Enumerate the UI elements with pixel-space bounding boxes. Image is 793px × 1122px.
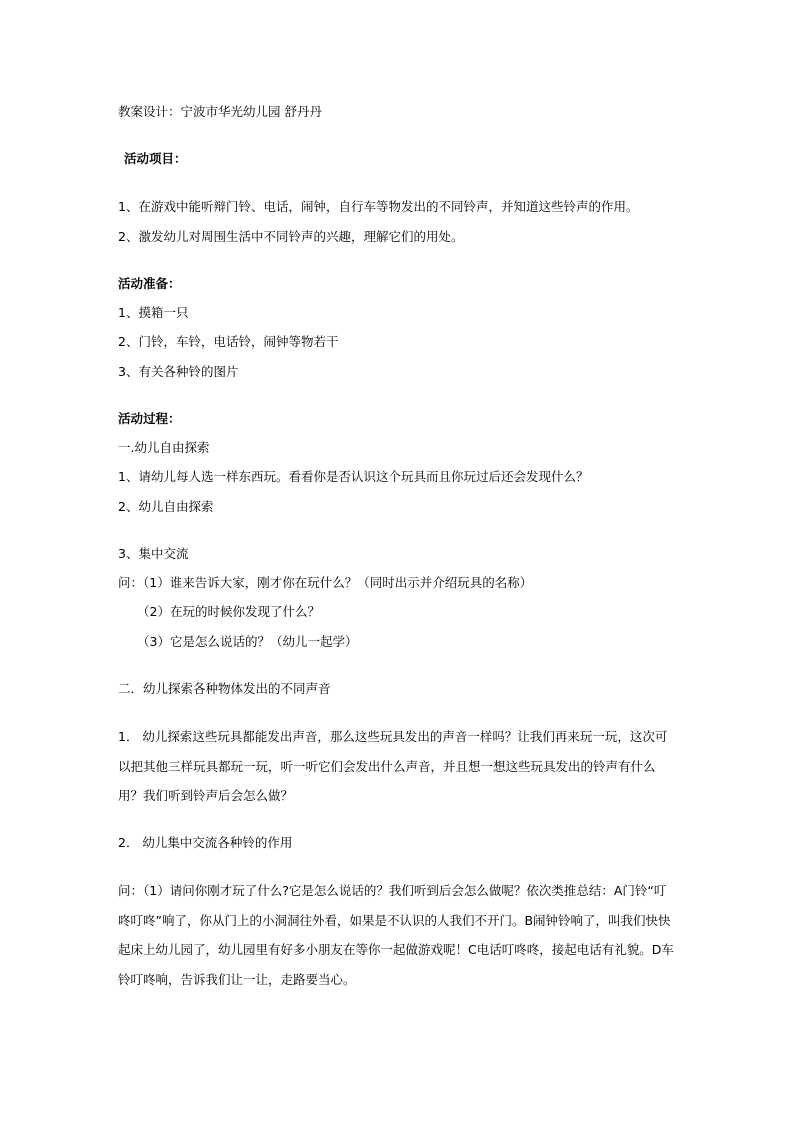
- part1-title: 一.幼儿自由探索: [118, 440, 210, 455]
- objective-item-2: 2、激发幼儿对周围生活中不同铃声的兴趣，理解它们的用处。: [118, 229, 464, 244]
- part2-step1: 1． 幼儿探索这些玩具都能发出声音，那么这些玩具发出的声音一样吗？让我们再来玩一玩，这次可以把其他三样玩具都玩一玩，听一听它们会发出什么声音，并且想一想这些玩具发出的铃声有什么用？我们听到铃声后会怎么做？: [118, 729, 668, 803]
- objective-item-1: 1、在游戏中能听辩门铃、电话，闹钟，自行车等物发出的不同铃声，并知道这些铃声的作用。: [118, 199, 639, 214]
- part1-step2: 2、幼儿自由探索: [118, 499, 214, 514]
- part1-question-2: （2）在玩的时候你发现了什么？: [137, 604, 320, 619]
- objectives-heading: 活动项目：: [124, 151, 187, 166]
- preparation-item-2: 2、门铃，车铃，电话铃，闹钟等物若干: [118, 334, 339, 349]
- part1-step1: 1、请幼儿每人选一样东西玩。看看你是否认识这个玩具而且你玩过后还会发现什么？: [118, 469, 589, 484]
- part2-question-1: 问：（1）请问你刚才玩了什么?它是怎么说话的？我们听到后会怎么做呢？依次类推总结：A门铃“叮咚叮咚”响了，你从门上的小洞洞往外看，如果是不认识的人我们不开门。B闹钟铃响了，叫我们快快起床上幼儿园了，幼儿园里有好多小朋友在等你一起做游戏呢！C电话叮咚咚，接起电话有礼貌。D车铃叮咚响，告诉我们让一让，走路要当心。: [118, 883, 674, 987]
- process-heading: 活动过程：: [118, 411, 181, 426]
- part2-step2: 2． 幼儿集中交流各种铃的作用: [118, 835, 293, 850]
- part2-title: 二．幼儿探索各种物体发出的不同声音: [118, 681, 331, 696]
- part1-question-3: （3）它是怎么说话的？（幼儿一起学）: [137, 634, 358, 649]
- preparation-item-1: 1、摸箱一只: [118, 305, 189, 320]
- preparation-heading: 活动准备：: [118, 276, 181, 291]
- preparation-item-3: 3、有关各种铃的图片: [118, 364, 239, 379]
- part1-step3: 3、集中交流: [118, 546, 189, 561]
- part1-question-1: 问：（1）谁来告诉大家，刚才你在玩什么？（同时出示并介绍玩具的名称）: [118, 575, 533, 590]
- author-line: 教案设计：宁波市华光幼儿园 舒丹丹: [118, 104, 322, 119]
